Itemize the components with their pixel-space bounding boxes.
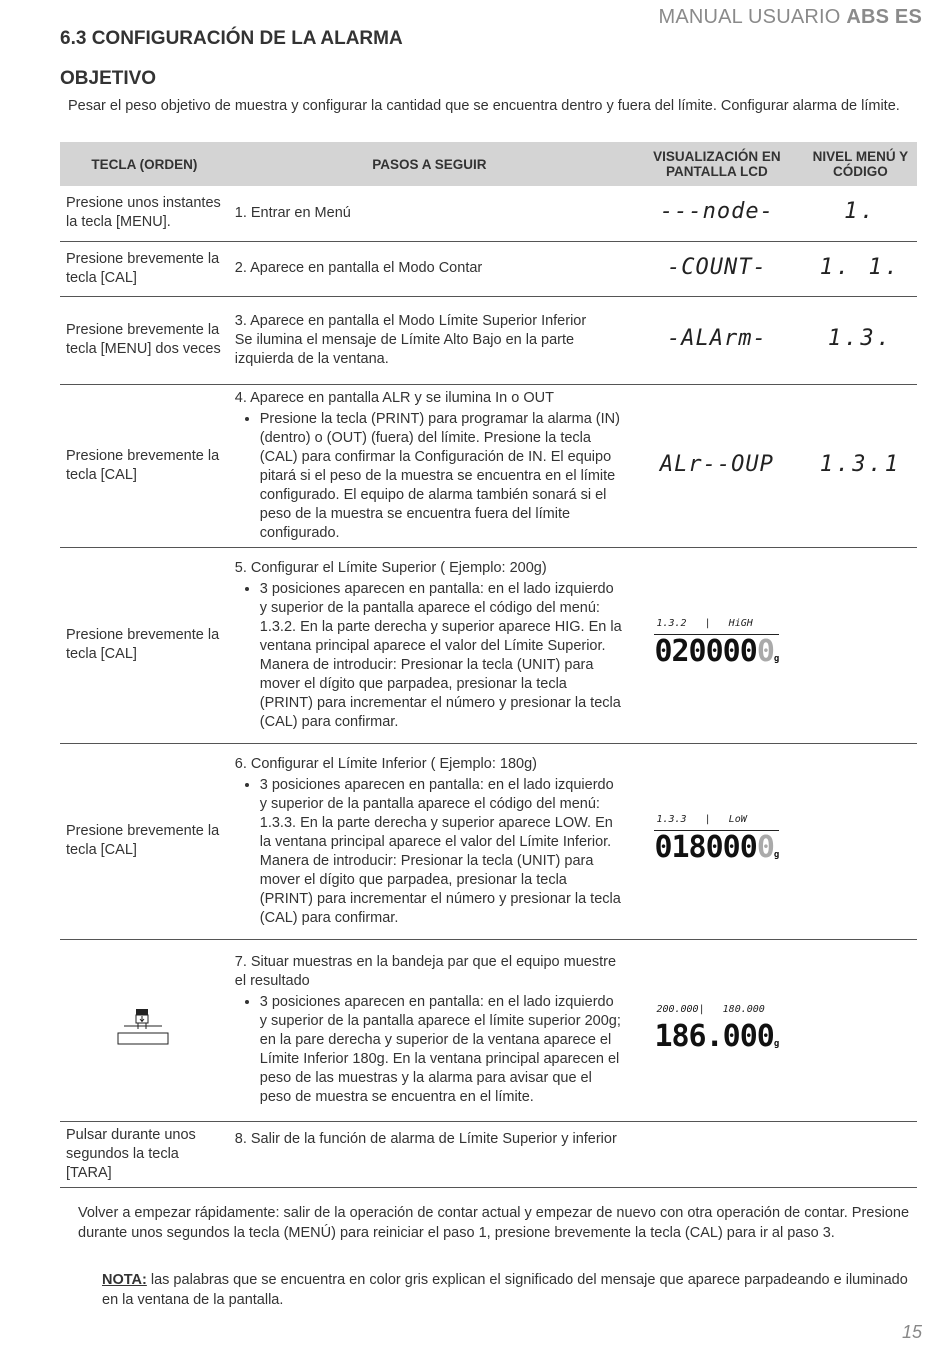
menu-level-code: 1.3. bbox=[827, 326, 893, 351]
step-note: Se ilumina el mensaje de Límite Alto Bajo en la parte izquierda de la ventana. bbox=[234, 331, 575, 367]
model-name: ABS bbox=[846, 6, 890, 28]
objective-title: OBJETIVO bbox=[60, 68, 157, 89]
header-key: TECLA (ORDEN) bbox=[60, 142, 229, 186]
scale-pan-icon bbox=[116, 1007, 172, 1047]
lcd-display bbox=[654, 1000, 779, 1061]
lcd-top-line: 1.3.3 | LoW bbox=[654, 810, 779, 831]
step-cell: 2. Aparece en pantalla el Modo Contar bbox=[229, 241, 630, 296]
lcd-unit: g bbox=[773, 1038, 780, 1049]
objective-text: Pesar el peso objetivo de muestra y configurar la cantidad que se encuentra dentro y fuera del límite. Configurar alarma de límite. bbox=[68, 98, 900, 114]
step-cell bbox=[229, 939, 630, 1121]
lcd-cell bbox=[630, 547, 804, 743]
step-bullet: • 3 posiciones aparecen en pantalla: en el lado izquierdo y superior de la pantalla aparece el límite superior 200g; en la pare derecha y superior de la ventana aparece el Límite Inferior 180g. En la ventana principal aparecen el peso de las muestras y la alarma para avisar que el peso de muestra se encuentra en el límite. bbox=[260, 993, 624, 1107]
menu-level-code: 1. bbox=[844, 199, 877, 225]
alarm-steps-table bbox=[60, 142, 917, 1188]
language-code: ES bbox=[894, 6, 922, 28]
lcd-main-value bbox=[654, 635, 779, 676]
table-row bbox=[60, 384, 917, 547]
manual-prefix: MANUAL USUARIO bbox=[658, 6, 841, 28]
step-title: 4. Aparece en pantalla ALR y se ilumina In o OUT bbox=[234, 389, 554, 406]
lcd-display: ---node- bbox=[659, 199, 774, 225]
step-bullet: • 3 posiciones aparecen en pantalla: en el lado izquierdo y superior de la pantalla aparece el código del menú: 1.3.2. En la parte derecha y superior aparece HIG. En la ventana principal aparece el valor del Límite Superior. bbox=[260, 580, 624, 656]
table-row bbox=[60, 547, 917, 743]
lcd-main-value bbox=[654, 1020, 779, 1061]
restart-note: Volver a empezar rápidamente: salir de la operación de contar actual y empezar de nuevo con otra operación de contar. Presione durante unos segundos la tecla (MENÚ) para reiniciar el paso 1, presione brevemente la tecla (CAL) para ir al paso 3. bbox=[78, 1205, 910, 1241]
lcd-cell bbox=[630, 743, 804, 939]
step-entry-method: Manera de introducir: Presionar la tecla (UNIT) para mover el dígito que parpadea, presionar la tecla (PRINT) para incrementar el número y presionar la tecla (CAL) para confirmar. bbox=[259, 656, 621, 730]
step-title: 6. Configurar el Límite Inferior ( Ejemplo: 180g) bbox=[234, 755, 537, 772]
step-cell bbox=[229, 743, 630, 939]
lcd-digits: 020000 bbox=[654, 634, 757, 669]
table-row bbox=[60, 241, 917, 296]
step-cell: 8. Salir de la función de alarma de Límite Superior y inferior bbox=[229, 1121, 630, 1187]
step-cell bbox=[229, 296, 630, 384]
lcd-blinking-digit: 0 bbox=[756, 830, 774, 865]
step-bullet: • Presione la tecla (PRINT) para programar la alarma (IN) (dentro) o (OUT) (fuera) del límite. Presione la tecla (CAL) para confirmar la Configuración de IN. El equipo pitará si el peso de la muestra se encuentra en el límite configurado. El equipo de alarma también sonará si el peso de la muestra se encuentra fuera del límite configurado. bbox=[260, 410, 624, 543]
lcd-top-line: 200.000| 180.000 bbox=[656, 1003, 765, 1015]
lcd-display bbox=[654, 810, 779, 872]
nota-paragraph bbox=[102, 1270, 922, 1310]
table-row bbox=[60, 186, 917, 241]
lcd-display: -COUNT- bbox=[667, 254, 767, 280]
step-cell bbox=[229, 547, 630, 743]
table-row bbox=[60, 296, 917, 384]
table-row bbox=[60, 1121, 917, 1187]
step-cell bbox=[229, 384, 630, 547]
level-cell bbox=[804, 241, 917, 296]
lcd-cell bbox=[630, 1121, 804, 1187]
key-cell: Presione unos instantes la tecla [MENU]. bbox=[60, 186, 229, 241]
lcd-display: -ALArm- bbox=[667, 326, 767, 351]
step-title: 3. Aparece en pantalla el Modo Límite Superior Inferior bbox=[234, 312, 587, 329]
lcd-main-value bbox=[654, 831, 779, 872]
step-entry-method: Manera de introducir: Presionar la tecla (UNIT) para mover el dígito que parpadea, presionar la tecla (PRINT) para incrementar el número y presionar la tecla (CAL) para confirmar. bbox=[259, 852, 621, 926]
key-cell: Presione brevemente la tecla [CAL] bbox=[60, 547, 229, 743]
page-number: 15 bbox=[901, 1322, 922, 1342]
lcd-display: ALr--OUP bbox=[659, 451, 774, 477]
menu-level-code: 1.3.1 bbox=[819, 451, 901, 477]
level-cell bbox=[804, 939, 917, 1121]
step-bullet: • 3 posiciones aparecen en pantalla: en el lado izquierdo y superior de la pantalla aparece el código del menú: 1.3.3. En la parte derecha y superior aparece LOW. En la ventana principal aparece el valor del Límite Inferior. bbox=[260, 776, 624, 852]
header-lcd: VISUALIZACIÓN EN PANTALLA LCD bbox=[630, 142, 804, 186]
nota-label: NOTA: bbox=[102, 1272, 147, 1288]
lcd-cell bbox=[630, 384, 804, 547]
key-cell: Presione brevemente la tecla [MENU] dos veces bbox=[60, 296, 229, 384]
menu-level-code: 1. 1. bbox=[819, 254, 901, 280]
key-cell: Presione brevemente la tecla [CAL] bbox=[60, 241, 229, 296]
running-header bbox=[658, 6, 922, 29]
table-header-row bbox=[60, 142, 917, 186]
header-steps: PASOS A SEGUIR bbox=[229, 142, 630, 186]
table-row bbox=[60, 939, 917, 1121]
section-title: 6.3 CONFIGURACIÓN DE LA ALARMA bbox=[60, 28, 403, 49]
lcd-digits: 018000 bbox=[654, 830, 757, 865]
level-cell bbox=[804, 186, 917, 241]
lcd-digits: 186.000 bbox=[654, 1018, 774, 1054]
table-row bbox=[60, 743, 917, 939]
header-level: NIVEL MENÚ Y CÓDIGO bbox=[804, 142, 917, 186]
key-cell: Presione brevemente la tecla [CAL] bbox=[60, 743, 229, 939]
nota-text: las palabras que se encuentra en color gris explican el significado del mensaje que aparece parpadeando e iluminado en la ventana de la pantalla. bbox=[102, 1272, 908, 1308]
step-title: 5. Configurar el Límite Superior ( Ejemplo: 200g) bbox=[234, 559, 547, 576]
key-cell: Pulsar durante unos segundos la tecla [TARA] bbox=[60, 1121, 229, 1187]
lcd-blinking-digit: 0 bbox=[756, 634, 774, 669]
key-cell bbox=[60, 939, 229, 1121]
level-cell bbox=[804, 547, 917, 743]
lcd-unit: g bbox=[773, 654, 780, 664]
key-cell: Presione brevemente la tecla [CAL] bbox=[60, 384, 229, 547]
step-cell: 1. Entrar en Menú bbox=[229, 186, 630, 241]
lcd-top-line: 1.3.2 | HiGH bbox=[654, 614, 779, 635]
lcd-display bbox=[654, 614, 779, 676]
lcd-cell bbox=[630, 939, 804, 1121]
level-cell bbox=[804, 1121, 917, 1187]
lcd-cell bbox=[630, 296, 804, 384]
step-title: 7. Situar muestras en la bandeja par que el equipo muestre el resultado bbox=[234, 954, 617, 989]
lcd-cell bbox=[630, 241, 804, 296]
level-cell bbox=[804, 384, 917, 547]
level-cell bbox=[804, 296, 917, 384]
level-cell bbox=[804, 743, 917, 939]
lcd-unit: g bbox=[773, 850, 780, 860]
lcd-cell bbox=[630, 186, 804, 241]
